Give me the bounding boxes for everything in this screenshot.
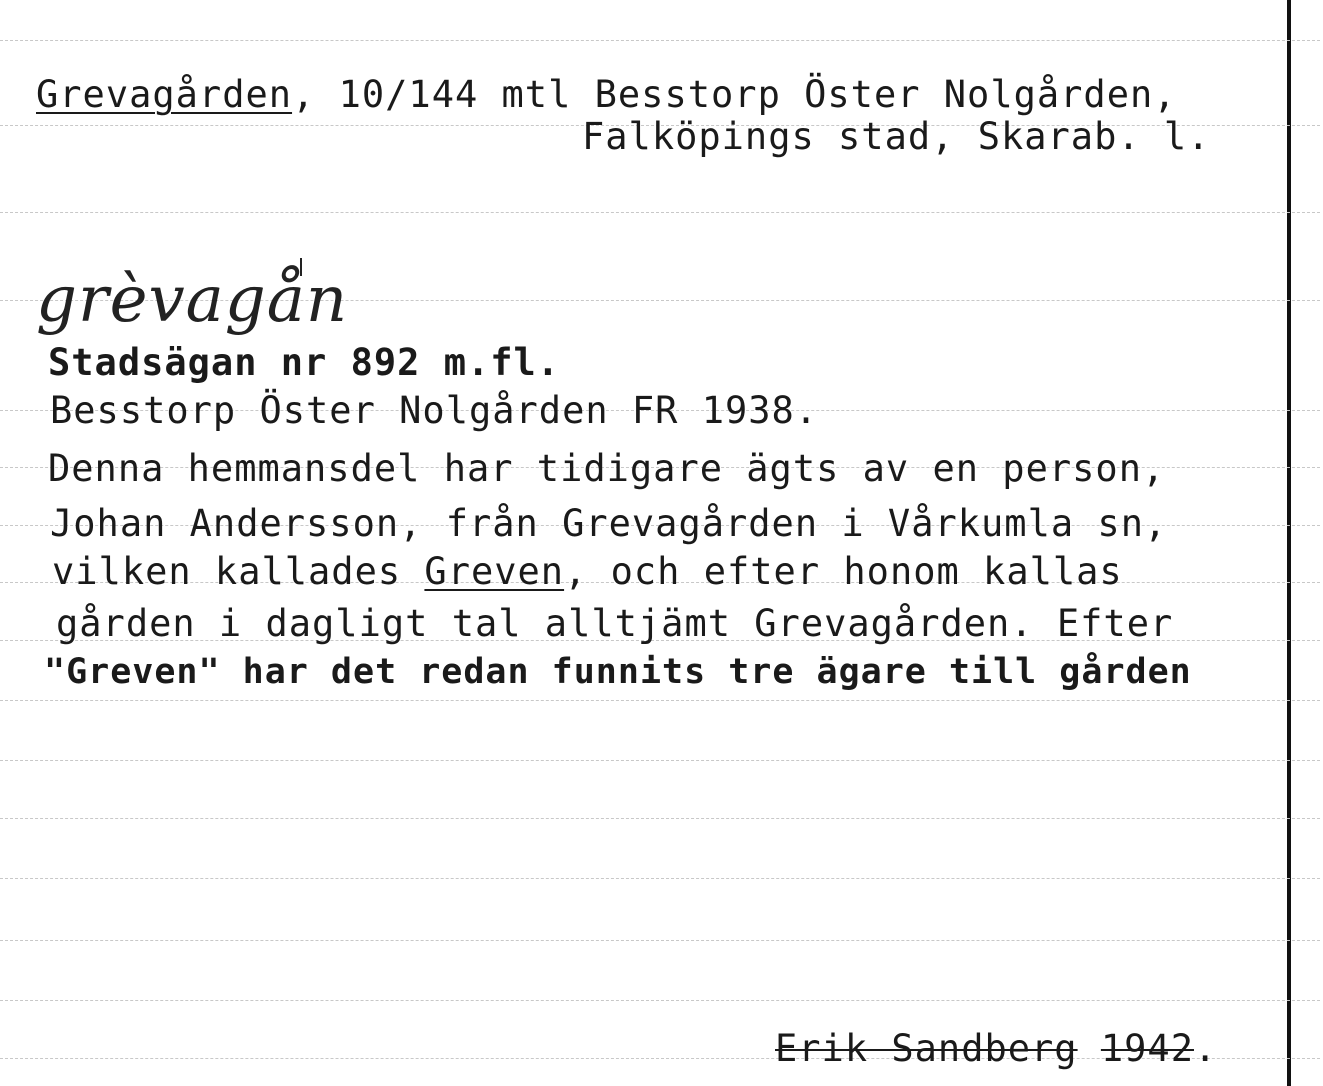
guide-line xyxy=(0,760,1320,761)
guide-line xyxy=(0,1000,1320,1001)
guide-line xyxy=(0,878,1320,879)
guide-line xyxy=(0,212,1320,213)
greven-underlined: Greven xyxy=(424,550,565,593)
guide-line xyxy=(0,818,1320,819)
signature-year: 1942 xyxy=(1100,1027,1194,1070)
body-line-c xyxy=(52,550,1123,593)
signature-suffix: . xyxy=(1193,1027,1218,1070)
handwritten-note: grèvagån xyxy=(36,263,349,337)
guide-line xyxy=(0,940,1320,941)
body-line-d: gården i dagligt tal alltjämt Grevagården. Efter xyxy=(56,602,1174,645)
besstorp-line: Besstorp Öster Nolgården FR 1938. xyxy=(50,389,819,432)
header-line-2: Falköpings stad, Skarab. l. xyxy=(582,115,1211,158)
guide-line xyxy=(0,40,1320,41)
body-line-e: "Greven" har det redan funnits tre ägare till gården xyxy=(44,652,1192,692)
line-c-after: , och efter honom kallas xyxy=(564,550,1123,593)
header-line-1 xyxy=(36,73,1177,116)
guide-line xyxy=(0,700,1320,701)
farm-name: Grevagården xyxy=(36,73,293,116)
title-line: Stadsägan nr 892 m.fl. xyxy=(48,341,561,384)
body-line-a: Denna hemmansdel har tidigare ägts av en person, xyxy=(48,447,1166,490)
body-line-b: Johan Andersson, från Grevagården i Vårkumla sn, xyxy=(50,502,1168,545)
signature-name: Erik Sandberg xyxy=(775,1027,1078,1070)
signature xyxy=(775,1027,1218,1070)
line-c-before: vilken kallades xyxy=(52,550,425,593)
header-line-1-rest: , 10/144 mtl Besstorp Öster Nolgården, xyxy=(292,73,1177,116)
card-right-edge xyxy=(1287,0,1291,1086)
